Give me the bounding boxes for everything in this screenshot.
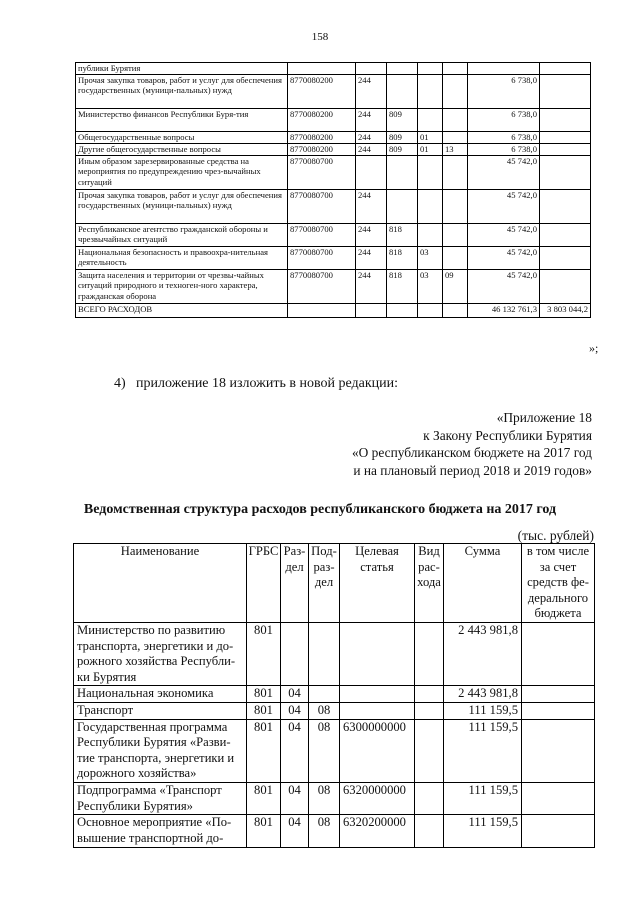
table-row: Министерство финансов Республики Буря-тия 8770080200 244 809 6 738,0	[76, 108, 591, 131]
row-sum: 2 443 981,8	[444, 686, 522, 703]
row-razdel: 04	[281, 686, 309, 703]
row-sum: 111 159,5	[444, 719, 522, 782]
row-name: Подпрограмма «Транспорт Республики Бурятия»	[74, 782, 247, 814]
row-target: 6320200000	[340, 815, 415, 848]
row-name: Защита населения и территории от чрезвы-чайных ситуаций природного и техноген-ного характера, гражданская оборона	[76, 269, 288, 303]
row-name: Республиканское агентство гражданской обороны и чрезвычайных ситуаций	[76, 223, 288, 246]
row-sum: 111 159,5	[444, 815, 522, 848]
row-code: 8770080700	[288, 246, 356, 269]
table-row	[76, 155, 591, 189]
table-row: Защита населения и территории от чрезвы-чайных ситуаций природного и техноген-ного характера, гражданская оборона 8770080700 244 818 03 09 45 742,0	[76, 269, 591, 303]
table-row	[74, 686, 595, 703]
row-podrazdel: 08	[309, 815, 340, 848]
row-sum: 6 738,0	[468, 108, 540, 131]
header-podrazdel: Под-раз-дел	[309, 544, 340, 623]
page-number: 158	[311, 31, 329, 43]
row-code: 8770080200	[288, 74, 356, 108]
closing-quote: »;	[589, 341, 599, 355]
row-name: Национальная экономика	[74, 686, 247, 703]
row-name: публики Бурятия	[76, 63, 288, 75]
departmental-structure-table	[73, 543, 595, 848]
expense-table-continuation	[75, 62, 591, 318]
row-sum: 6 738,0	[468, 143, 540, 155]
header-name: Наименование	[74, 544, 247, 623]
row-name: Прочая закупка товаров, работ и услуг для обеспечения государственных (муници-пальных) нужд	[76, 189, 288, 223]
row-code: 8770080700	[288, 189, 356, 223]
row-target: 6320000000	[340, 782, 415, 814]
row-name: Другие общегосударственные вопросы	[76, 143, 288, 155]
document-title: Ведомственная структура расходов республиканского бюджета на 2017 год	[83, 502, 557, 517]
row-sum: 6 738,0	[468, 74, 540, 108]
row-code: 8770080700	[288, 155, 356, 189]
row-code: 8770080200	[288, 108, 356, 131]
row-grbs: 801	[247, 815, 281, 848]
table-row: Другие общегосударственные вопросы 8770080200 244 809 01 13 6 738,0	[76, 143, 591, 155]
table-row	[74, 815, 595, 848]
row-sum: 45 742,0	[468, 155, 540, 189]
appendix-header	[352, 409, 592, 479]
row-razdel: 04	[281, 815, 309, 848]
appendix-line: «О республиканском бюджете на 2017 год	[351, 445, 592, 460]
table-row-total	[76, 303, 591, 317]
row-name: Национальная безопасность и правоохра-нительная деятельность	[76, 246, 288, 269]
row-name: Иным образом зарезервированные средства на мероприятия по предупреждению чрез-вычайных ситуаций	[76, 155, 288, 189]
row-grbs: 801	[247, 686, 281, 703]
row-razdel: 04	[281, 719, 309, 782]
table-row	[74, 702, 595, 719]
table-row	[76, 63, 591, 75]
table-row: Общегосударственные вопросы 8770080200 244 809 01 6 738,0	[76, 131, 591, 143]
units-label: (тыс. рублей)	[517, 528, 594, 543]
table-header-row	[74, 544, 595, 623]
row-grbs: 801	[247, 623, 281, 686]
row-name: Прочая закупка товаров, работ и услуг для обеспечения государственных (муници-пальных) нужд	[76, 74, 288, 108]
row-code: 8770080200	[288, 143, 356, 155]
row-grbs: 801	[247, 782, 281, 814]
header-razdel: Раз-дел	[281, 544, 309, 623]
row-name: Министерство по развитию транспорта, энергетики и до-рожного хозяйства Республи-ки Бурятия	[74, 623, 247, 686]
row-sum: 111 159,5	[444, 782, 522, 814]
amendment-number: 4)	[114, 376, 126, 391]
appendix-line: и на плановый период 2018 и 2019 годов»	[353, 462, 592, 478]
table-row	[74, 782, 595, 814]
table-row: Национальная безопасность и правоохра-нительная деятельность 8770080700 244 818 03 45 742,0	[76, 246, 591, 269]
table-row: Прочая закупка товаров, работ и услуг для обеспечения государственных (муници-пальных) нужд 8770080700 244 45 742,0	[76, 189, 591, 223]
row-name: Транспорт	[74, 702, 247, 719]
row-name: ВСЕГО РАСХОДОВ	[76, 303, 288, 317]
row-podrazdel: 08	[309, 719, 340, 782]
header-sum: Сумма	[444, 544, 522, 623]
row-code: 8770080700	[288, 269, 356, 303]
row-code: 8770080200	[288, 131, 356, 143]
total-federal: 3 803 044,2	[540, 303, 591, 317]
row-razdel: 04	[281, 782, 309, 814]
table-row: Республиканское агентство гражданской обороны и чрезвычайных ситуаций 8770080700 244 818 45 742,0	[76, 223, 591, 246]
row-target: 6300000000	[340, 719, 415, 782]
row-sum: 45 742,0	[468, 246, 540, 269]
row-podrazdel: 08	[309, 702, 340, 719]
row-grbs: 801	[247, 719, 281, 782]
row-podrazdel: 08	[309, 782, 340, 814]
amendment-text: приложение 18 изложить в новой редакции:	[136, 376, 398, 391]
table-row	[74, 623, 595, 686]
row-code: 8770080700	[288, 223, 356, 246]
row-sum: 111 159,5	[444, 702, 522, 719]
appendix-line: к Закону Республики Бурятия	[423, 427, 592, 443]
header-federal: в том числе за счет средств фе-дерального бюджета	[522, 544, 595, 623]
row-sum: 45 742,0	[468, 189, 540, 223]
row-sum: 45 742,0	[468, 269, 540, 303]
total-sum: 46 132 761,3	[468, 303, 540, 317]
row-sum: 6 738,0	[468, 131, 540, 143]
header-target: Целевая статья	[340, 544, 415, 623]
row-name: Государственная программа Республики Бурятия «Разви-тие транспорта, энергетики и дорожного хозяйства»	[74, 719, 247, 782]
row-grbs: 801	[247, 702, 281, 719]
table-row	[74, 719, 595, 782]
row-razdel: 04	[281, 702, 309, 719]
row-sum: 2 443 981,8	[444, 623, 522, 686]
table-row: Прочая закупка товаров, работ и услуг для обеспечения государственных (муници-пальных) нужд 8770080200 244 6 738,0	[76, 74, 591, 108]
row-sum: 45 742,0	[468, 223, 540, 246]
header-vid: Вид рас-хода	[415, 544, 444, 623]
row-name: Общегосударственные вопросы	[76, 131, 288, 143]
row-name: Министерство финансов Республики Буря-тия	[76, 108, 288, 131]
appendix-line: «Приложение 18	[496, 410, 592, 425]
row-name: Основное мероприятие «По-вышение транспортной до-	[74, 815, 247, 848]
header-grbs: ГРБС	[247, 544, 281, 623]
